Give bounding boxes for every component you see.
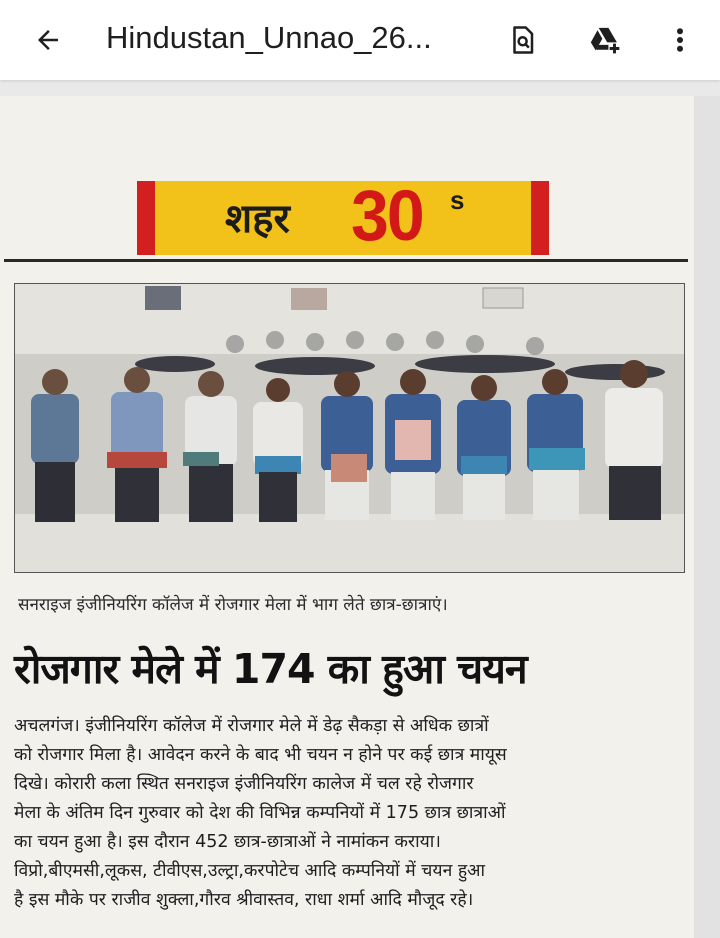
app-bar [0,0,720,80]
news-photo [14,283,685,573]
article-line: अचलगंज। इंजीनियरिंग कॉलेज में रोजगार मेले में डेढ़ सैकड़ा से अधिक छात्रों [14,716,489,736]
article-line: दिखे। कोरारी कला स्थित सनराइज इंजीनियरिंग कालेज में चल रहे रोजगार [14,774,474,794]
section-masthead [137,176,549,256]
photo-caption: सनराइज इंजीनियरिंग कॉलेज में रोजगार मेला में भाग लेते छात्र-छात्राएं। [18,595,448,615]
find-in-page-icon [507,25,537,55]
more-vert-icon [675,25,685,55]
article-line: मेला के अंतिम दिन गुरुवार को देश की विभिन्न कम्पनियों में 175 छात्र छात्राओं [14,803,506,823]
masthead-word: शहर [225,196,290,242]
article-headline: रोजगार मेले में 174 का हुआ चयन [14,645,527,693]
section-rule [4,259,688,262]
back-button[interactable] [28,22,68,58]
article-line: विप्रो,बीएमसी,लूकस, टीवीएस,उल्ट्रा,करपोटेच आदि कम्पनियों में चयन हुआ [14,861,486,881]
article-body [14,712,684,915]
more-options-button[interactable] [658,18,702,62]
article-line: है इस मौके पर राजीव शुक्ला,गौरव श्रीवास्तव, राधा शर्मा आदि मौजूद रहे। [14,890,474,910]
add-to-drive-button[interactable] [584,18,628,62]
article-line: का चयन हुआ है। इस दौरान 452 छात्र-छात्राओं ने नामांकन कराया। [14,832,441,852]
back-arrow-icon [33,25,63,55]
add-to-drive-icon [589,25,623,55]
masthead-suffix: s [450,185,465,215]
find-in-page-button[interactable] [500,18,544,62]
page-gutter [694,96,720,938]
masthead-number: 30 [351,176,423,256]
document-title: Hindustan_Unnao_26... [106,20,432,55]
article-line: को रोजगार मिला है। आवेदन करने के बाद भी चयन न होने पर कई छात्र मायूस [14,745,507,765]
